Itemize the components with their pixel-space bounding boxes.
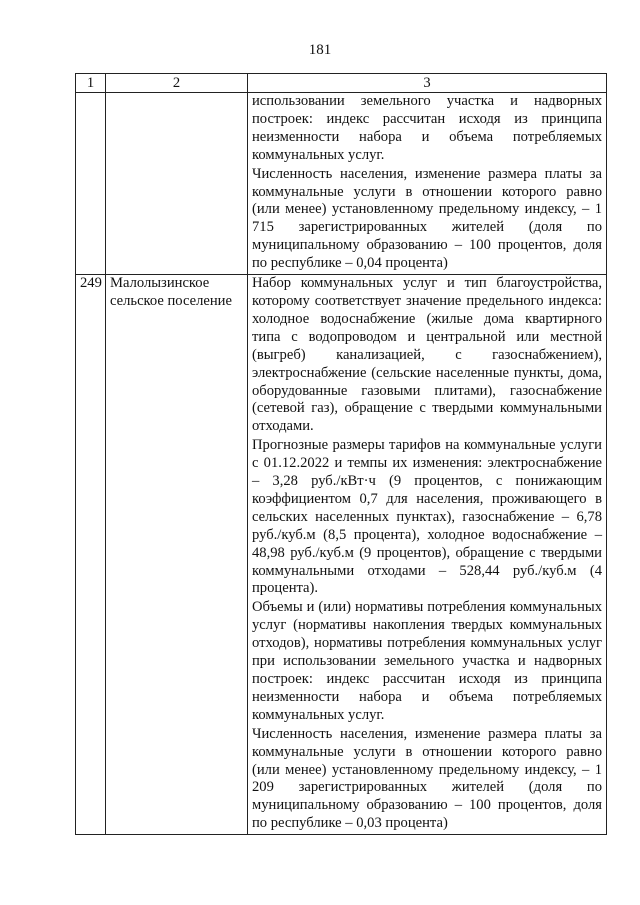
page-number: 181 — [308, 42, 332, 58]
row-number: 249 — [76, 275, 106, 835]
municipality-table — [75, 73, 607, 835]
row-description — [248, 93, 607, 275]
population-paragraph: Численность населения, изменение размера платы за коммунальные услуги в отношении которого равно (или менее) установленному предельному индексу, – 1 209 зарегистрированных жителей (доля по муниципальному образованию – 100 процентов, доля по республике – 0,03 процента) — [252, 725, 602, 832]
table-header-row — [76, 74, 607, 93]
column-header-3: 3 — [248, 74, 607, 93]
population-paragraph: Численность населения, изменение размера платы за коммунальные услуги в отношении которого равно (или менее) установленному предельному индексу, – 1 715 зарегистрированных жителей (доля по муниципальному образованию – 100 процентов, доля по республике – 0,04 процента) — [252, 165, 602, 272]
settlement-name: Малолызинское сельское поселение — [106, 275, 248, 835]
row-description — [248, 275, 607, 835]
row-number — [76, 93, 106, 275]
tariffs-paragraph: Прогнозные размеры тарифов на коммунальные услуги с 01.12.2022 и темпы их изменения: электроснабжение – 3,28 руб./кВт·ч (9 процентов, с понижающим коэффициентом 0,7 для населения, проживающего в сельских населенных пунктах), газоснабжение – 6,78 руб./куб.м (8,5 процента), холодное водоснабжение – 48,98 руб./куб.м (9 процентов), обращение с твердыми коммунальными отходами – 528,44 руб./куб.м (4 процента). — [252, 437, 602, 597]
settlement-name — [106, 93, 248, 275]
volumes-paragraph: Объемы и (или) нормативы потребления коммунальных услуг (нормативы накопления твердых коммунальных отходов), нормативы потребления коммунальных услуг при использовании земельного участка и надворных построек: индекс рассчитан исходя из принципа неизменности набора и объема потребляемых коммунальных услуг. — [252, 599, 602, 723]
description-paragraph: использовании земельного участка и надворных построек: индекс рассчитан исходя из принципа неизменности набора и объема потребляемых коммунальных услуг. — [252, 93, 602, 163]
column-header-2: 2 — [106, 74, 248, 93]
services-paragraph: Набор коммунальных услуг и тип благоустройства, которому соответствует значение предельного индекса: холодное водоснабжение (жилые дома квартирного типа с водопроводом и центральной или местной (выгреб) канализацией, с газоснабжением), электроснабжение (сельские населенные пункты, дома, оборудованные газовыми плитами), газоснабжение (сетевой газ), обращение с твердыми коммунальными отходами. — [252, 275, 602, 435]
table-row — [76, 275, 607, 835]
table-row — [76, 93, 607, 275]
column-header-1: 1 — [76, 74, 106, 93]
